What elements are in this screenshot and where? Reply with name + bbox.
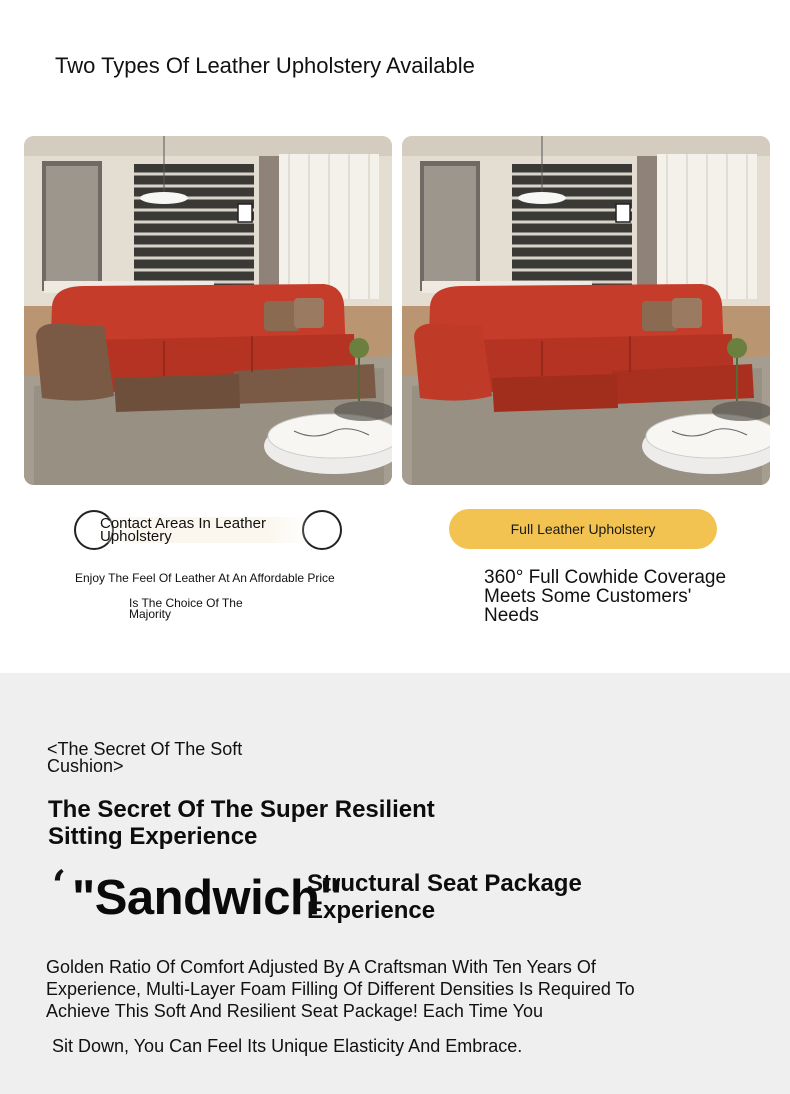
- contact-leather-subtitle-2: Is The Choice Of The Majority: [129, 596, 243, 621]
- quote-mark: ‘: [52, 862, 66, 909]
- section-title: Two Types Of Leather Upholstery Available: [55, 53, 475, 78]
- sofa-photo-full-leather: [402, 136, 770, 485]
- contact-leather-label: Contact Areas In Leather Upholstery: [100, 517, 310, 543]
- sandwich-word: "Sandwich": [72, 871, 343, 925]
- cushion-paragraph: Golden Ratio Of Comfort Adjusted By A Craftsman With Ten Years Of Experience, Multi-Layer Foam Filling Of Different Densities Is Required To Achieve This Soft And Resilient Seat Package! Each Time You: [46, 957, 635, 1021]
- structural-seat-headline: Structural Seat Package Experience: [307, 870, 582, 924]
- cushion-kicker: <The Secret Of The Soft Cushion>: [47, 739, 243, 776]
- full-leather-description: 360° Full Cowhide Coverage Meets Some Customers' Needs: [484, 567, 727, 626]
- contact-leather-subtitle: Enjoy The Feel Of Leather At An Affordable Price: [75, 571, 335, 585]
- cushion-headline: The Secret Of The Super Resilient Sitting Experience: [48, 796, 435, 850]
- full-leather-label-pill: [449, 509, 717, 549]
- sofa-photo-contact-leather: [24, 136, 392, 485]
- full-leather-label: Full Leather Upholstery: [510, 521, 656, 537]
- cushion-paragraph-end: Sit Down, You Can Feel Its Unique Elasticity And Embrace.: [52, 1036, 523, 1056]
- contact-leather-label-pill: [74, 510, 344, 550]
